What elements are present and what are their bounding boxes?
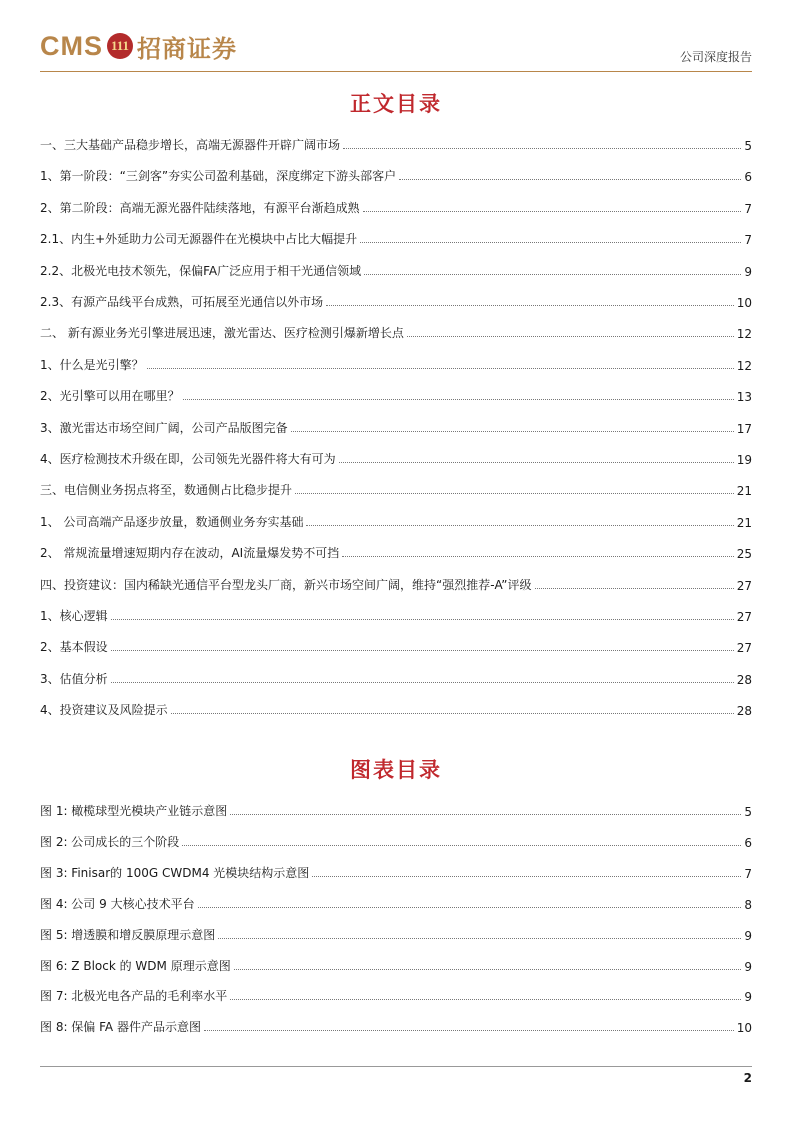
toc-entry-text: 3、估值分析 <box>40 671 108 686</box>
toc-entry-text: 2、 常规流量增速短期内存在波动，AI流量爆发势不可挡 <box>40 546 340 561</box>
dot-leader <box>183 398 734 400</box>
figure-entry-text: 图 7: 北极光电各产品的毛利率水平 <box>40 989 228 1004</box>
toc-entry[interactable] <box>40 575 752 593</box>
toc-entry[interactable] <box>40 135 752 153</box>
dot-leader <box>326 304 734 306</box>
toc-entry-page: 6 <box>744 170 752 185</box>
toc-entry[interactable] <box>40 418 752 436</box>
toc-entry-text: 四、投资建议：国内稀缺光通信平台型龙头厂商，新兴市场空间广阔，维持“强烈推荐-A”评级 <box>40 577 532 592</box>
toc-entry[interactable] <box>40 323 752 341</box>
dot-leader <box>306 524 733 526</box>
figure-entry-text: 图 4: 公司 9 大核心技术平台 <box>40 896 195 911</box>
figure-entry[interactable] <box>40 863 752 881</box>
toc-entry-text: 4、投资建议及风险提示 <box>40 703 168 718</box>
figure-entry-page: 9 <box>744 990 752 1005</box>
dot-leader <box>234 968 742 970</box>
toc-entry-text: 2.1、内生+外延助力公司无源器件在光模块中占比大幅提升 <box>40 232 358 247</box>
toc-entry-text: 2.2、北极光电技术领先，保偏FA广泛应用于相干光通信领域 <box>40 263 362 278</box>
report-type-label: 公司深度报告 <box>679 50 752 64</box>
dot-leader <box>111 681 734 683</box>
figure-entry[interactable] <box>40 956 752 974</box>
figure-entry[interactable] <box>40 801 752 819</box>
figures-title: 图表目录 <box>350 757 442 782</box>
toc-entry-page: 5 <box>744 139 752 153</box>
toc-title: 正文目录 <box>350 91 442 116</box>
toc-entry[interactable] <box>40 261 752 279</box>
toc-entry[interactable] <box>40 292 752 310</box>
toc-entry[interactable] <box>40 700 752 718</box>
toc-entry-page: 13 <box>736 390 752 405</box>
dot-leader <box>204 1029 734 1031</box>
toc-entry-page: 28 <box>736 704 752 719</box>
dot-leader <box>230 813 741 815</box>
page-header <box>40 28 752 72</box>
figure-entry-page: 9 <box>744 928 752 943</box>
toc-entry-page: 27 <box>736 641 752 656</box>
toc-entry-text: 3、激光雷达市场空间广阔，公司产品版图完备 <box>40 420 288 435</box>
toc-entry[interactable] <box>40 606 752 624</box>
figure-entry-text: 图 6: Z Block 的 WDM 原理示意图 <box>40 958 231 973</box>
page-number: 2 <box>743 1071 752 1085</box>
toc-entry-page: 25 <box>736 547 752 562</box>
company-logo <box>40 28 237 64</box>
figure-entry[interactable] <box>40 894 752 912</box>
dot-leader <box>295 492 734 494</box>
figure-entry[interactable] <box>40 832 752 850</box>
figure-entry[interactable] <box>40 1017 752 1035</box>
toc-entry-text: 1、什么是光引擎？ <box>40 357 144 372</box>
logo-emblem-icon: 111 <box>107 33 133 59</box>
toc-entry-page: 7 <box>744 233 752 248</box>
dot-leader <box>218 937 741 939</box>
figure-entry-page: 9 <box>744 959 752 974</box>
toc-entry-page: 28 <box>736 672 752 687</box>
toc-entry-text: 2、基本假设 <box>40 640 108 655</box>
toc-entry[interactable] <box>40 166 752 184</box>
toc-entry[interactable] <box>40 198 752 216</box>
toc-entry-page: 10 <box>736 296 752 310</box>
toc-entry-page: 27 <box>736 578 752 593</box>
dot-leader <box>312 875 741 877</box>
toc-entry-text: 三、电信侧业务拐点将至，数通侧占比稳步提升 <box>40 483 293 498</box>
toc-entry-text: 2.3、有源产品线平台成熟，可拓展至光通信以外市场 <box>40 295 324 309</box>
figure-entry-page: 6 <box>744 835 752 850</box>
figure-entry[interactable] <box>40 986 752 1004</box>
toc-entry[interactable] <box>40 480 752 498</box>
toc-entry-text: 2、第二阶段：高端无源光器件陆续落地，有源平台渐趋成熟 <box>40 200 360 215</box>
dot-leader <box>339 461 734 463</box>
dot-leader <box>111 649 734 651</box>
dot-leader <box>535 587 734 589</box>
toc-entry[interactable] <box>40 543 752 561</box>
dot-leader <box>171 712 734 714</box>
dot-leader <box>291 430 734 432</box>
figure-entry-page: 8 <box>744 897 752 912</box>
toc-entry-text: 二、 新有源业务光引擎进展迅速，激光雷达、医疗检测引爆新增长点 <box>40 326 404 341</box>
dot-leader <box>360 241 741 243</box>
toc-entry-page: 9 <box>744 264 752 279</box>
dot-leader <box>343 147 741 149</box>
figure-entry-page: 10 <box>736 1021 752 1036</box>
dot-leader <box>198 906 742 908</box>
toc-entry[interactable] <box>40 229 752 247</box>
toc-entry-page: 19 <box>736 453 752 467</box>
toc-entry-page: 12 <box>736 358 752 373</box>
toc-entry[interactable] <box>40 386 752 404</box>
dot-leader <box>182 844 741 846</box>
dot-leader <box>364 273 741 275</box>
toc-entry-page: 12 <box>736 327 752 342</box>
toc-entry-text: 一、三大基础产品稳步增长，高端无源器件开辟广阔市场 <box>40 138 341 152</box>
toc-entry[interactable] <box>40 355 752 373</box>
figure-entry-page: 7 <box>744 866 752 881</box>
dot-leader <box>399 178 741 180</box>
logo-text-en: CMS <box>40 30 103 61</box>
toc-entry[interactable] <box>40 637 752 655</box>
dot-leader <box>230 998 741 1000</box>
figure-entry-text: 图 5: 增透膜和增反膜原理示意图 <box>40 927 216 942</box>
figure-entry-page: 5 <box>744 805 752 819</box>
footer-divider <box>40 1066 752 1067</box>
figure-entry-text: 图 2: 公司成长的三个阶段 <box>40 834 180 849</box>
toc-entry-text: 4、医疗检测技术升级在即，公司领先光器件将大有可为 <box>40 452 336 466</box>
figure-entry-text: 图 8: 保偏 FA 器件产品示意图 <box>40 1020 201 1035</box>
logo-text-cn: 招商证券 <box>137 33 237 63</box>
dot-leader <box>407 335 734 337</box>
dot-leader <box>111 618 734 620</box>
figure-entry-text: 图 3: Finisar的 100G CWDM4 光模块结构示意图 <box>40 865 310 880</box>
toc-entry[interactable] <box>40 669 752 687</box>
figure-entry[interactable] <box>40 925 752 943</box>
toc-entry[interactable] <box>40 449 752 467</box>
toc-entry-page: 17 <box>736 421 752 436</box>
toc-entry-page: 21 <box>736 515 752 530</box>
toc-entry-text: 1、第一阶段：“三剑客”夯实公司盈利基础，深度绑定下游头部客户 <box>40 169 397 184</box>
toc-entry-page: 27 <box>736 610 752 624</box>
toc-entry-text: 1、核心逻辑 <box>40 609 108 623</box>
dot-leader <box>342 555 734 557</box>
dot-leader <box>363 210 742 212</box>
toc-entry-text: 1、 公司高端产品逐步放量，数通侧业务夯实基础 <box>40 514 304 529</box>
dot-leader <box>147 367 734 369</box>
header-divider <box>40 71 752 72</box>
figure-entry-text: 图 1: 橄榄球型光模块产业链示意图 <box>40 804 228 818</box>
toc-entry-page: 7 <box>744 201 752 216</box>
toc-entry[interactable] <box>40 512 752 530</box>
toc-entry-text: 2、光引擎可以用在哪里？ <box>40 389 180 404</box>
toc-entry-page: 21 <box>736 484 752 499</box>
